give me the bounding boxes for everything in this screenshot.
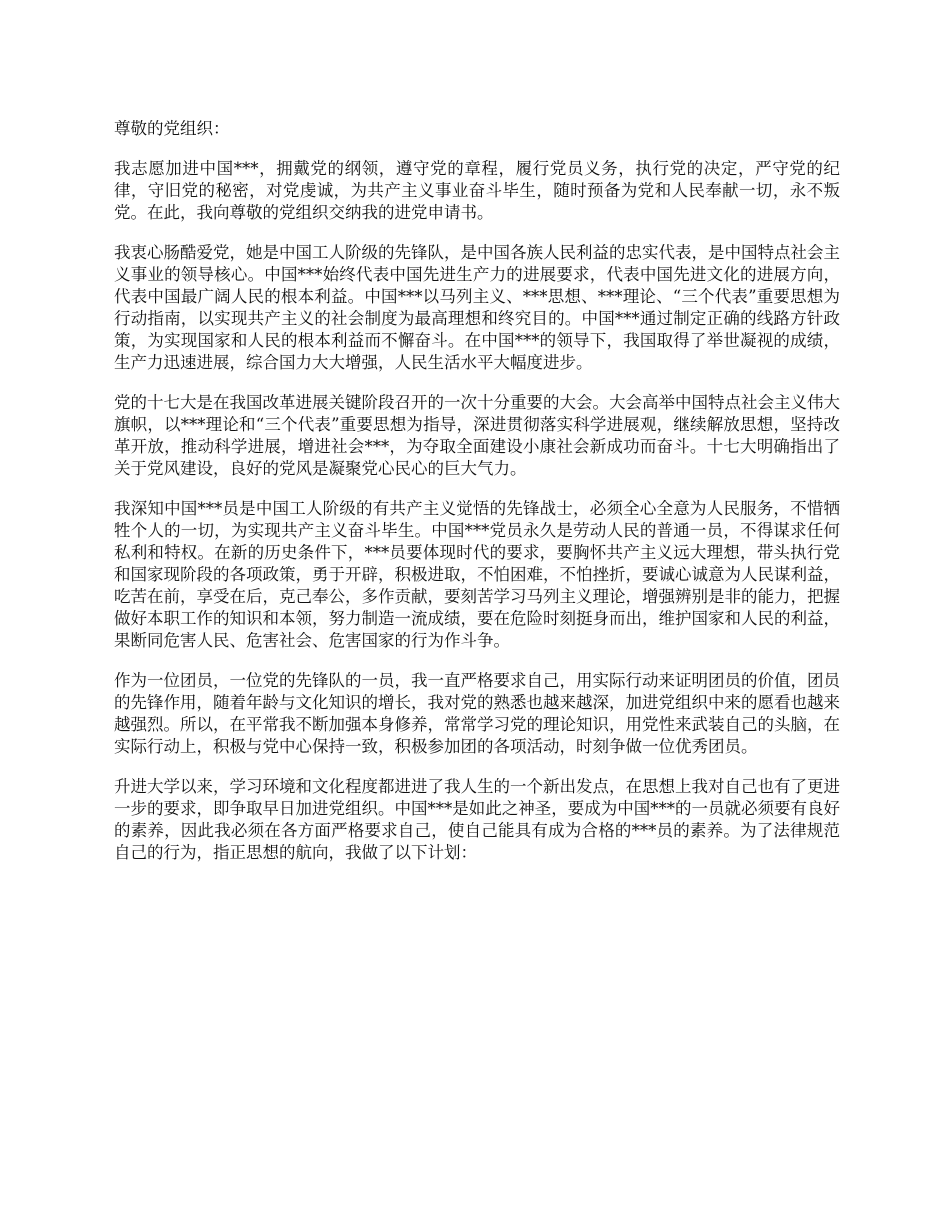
- paragraph-1: 我志愿加进中国***，拥戴党的纲领，遵守党的章程，履行党员义务，执行党的决定，严守党的纪律，守旧党的秘密，对党虔诚，为共产主义事业奋斗毕生，随时预备为党和人民奉献一切，永不叛党。在此，我向尊敬的党组织交纳我的进党申请书。: [114, 159, 840, 222]
- paragraph-4: 我深知中国***员是中国工人阶级的有共产主义觉悟的先锋战士，必须全心全意为人民服务，不惜牺牲个人的一切，为实现共产主义奋斗毕生。中国***党员永久是劳动人民的普通一员，不得谋求任何私利和特权。在新的历史条件下，***员要体现时代的要求，要胸怀共产主义远大理想，带头执行党和国家现阶段的各项政策，勇于开辟，积极进取，不怕困难，不怕挫折，要诚心诚意为人民谋利益，吃苦在前，享受在后，克己奉公，多作贡献，要刻苦学习马列主义理论，增强辨别是非的能力，把握做好本职工作的知识和本领，努力制造一流成绩，要在危险时刻挺身而出，维护国家和人民的利益，果断同危害人民、危害社会、危害国家的行为作斗争。: [114, 499, 840, 650]
- paragraph-2: 我衷心肠酷爱党，她是中国工人阶级的先锋队，是中国各族人民利益的忠实代表，是中国特点社会主义事业的领导核心。中国***始终代表中国先进生产力的进展要求，代表中国先进文化的进展方向，代表中国最广阔人民的根本利益。中国***以马列主义、***思想、***理论、“三个代表”重要思想为行动指南，以实现共产主义的社会制度为最高理想和终究目的。中国***通过制定正确的线路方针政策，为实现国家和人民的根本利益而不懈奋斗。在中国***的领导下，我国取得了举世凝视的成绩，生产力迅速进展，综合国力大大增强，人民生活水平大幅度进步。: [114, 243, 840, 372]
- salutation: 尊敬的党组织：: [114, 119, 230, 138]
- document-page: [114, 118, 840, 882]
- paragraph-5: 作为一位团员，一位党的先锋队的一员，我一直严格要求自己，用实际行动来证明团员的价值，团员的先锋作用，随着年龄与文化知识的增长，我对党的熟悉也越来越深，加进党组织中来的愿看也越来越强烈。所以，在平常我不断加强本身修养，常常学习党的理论知识，用党性来武装自己的头脑，在实际行动上，积极与党中心保持一致，积极参加团的各项活动，时刻争做一位优秀团员。: [114, 671, 840, 756]
- paragraph-3: 党的十七大是在我国改革进展关键阶段召开的一次十分重要的大会。大会高举中国特点社会主义伟大旗帜，以***理论和“三个代表”重要思想为指导，深进贯彻落实科学进展观，继续解放思想，坚持改革开放，推动科学进展，增进社会***，为夺取全面建设小康社会新成功而奋斗。十七大明确指出了关于党风建设，良好的党风是凝聚党心民心的巨大气力。: [114, 393, 840, 478]
- paragraph-6: 升进大学以来，学习环境和文化程度都进进了我人生的一个新出发点，在思想上我对自己也有了更进一步的要求，即争取早日加进党组织。中国***是如此之神圣，要成为中国***的一员就必须要有良好的素养，因此我必须在各方面严格要求自己，使自己能具有成为合格的***员的素养。为了法律规范自己的行为，指正思想的航向，我做了以下计划：: [114, 777, 840, 862]
